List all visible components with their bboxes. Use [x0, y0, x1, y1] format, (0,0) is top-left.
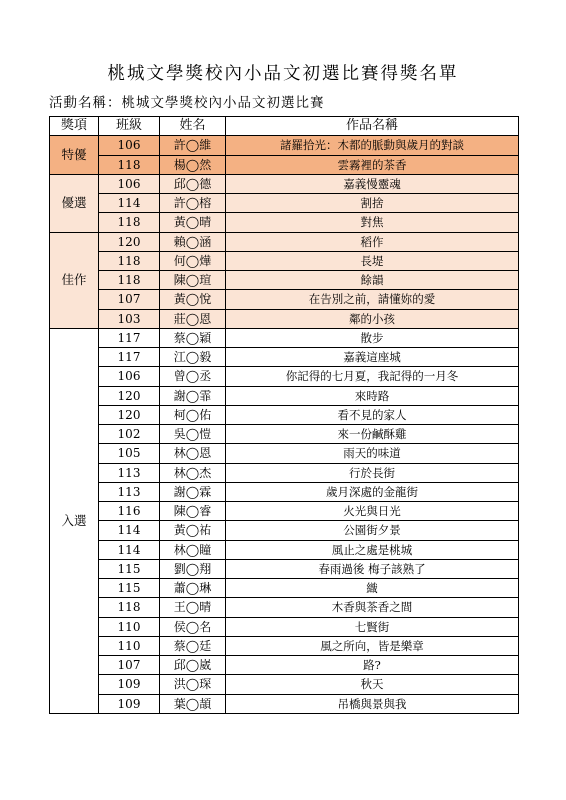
work-cell: 割捨 [226, 194, 519, 213]
work-cell: 來時路 [226, 386, 519, 405]
name-cell: 蔡◯廷 [160, 636, 226, 655]
class-cell: 114 [99, 540, 160, 559]
award-cell: 特優 [50, 136, 99, 175]
name-cell: 吳◯愷 [160, 425, 226, 444]
name-cell: 王◯晴 [160, 598, 226, 617]
class-cell: 118 [99, 213, 160, 232]
name-cell: 林◯杰 [160, 463, 226, 482]
table-row [50, 559, 519, 578]
class-cell: 107 [99, 656, 160, 675]
table-row [50, 251, 519, 270]
name-cell: 林◯恩 [160, 444, 226, 463]
table-row [50, 675, 519, 694]
work-cell: 風止之處是桃城 [226, 540, 519, 559]
name-cell: 許◯榕 [160, 194, 226, 213]
name-cell: 葉◯頡 [160, 694, 226, 713]
table-row [50, 463, 519, 482]
class-cell: 113 [99, 463, 160, 482]
work-cell: 稻作 [226, 232, 519, 251]
table-row [50, 136, 519, 155]
table-row [50, 271, 519, 290]
work-cell: 鄰的小孩 [226, 309, 519, 328]
name-cell: 黃◯悅 [160, 290, 226, 309]
name-cell: 邱◯崴 [160, 656, 226, 675]
class-cell: 102 [99, 425, 160, 444]
class-cell: 118 [99, 251, 160, 270]
table-row [50, 328, 519, 347]
work-cell: 春雨過後 梅子該熟了 [226, 559, 519, 578]
work-cell: 吊橋與景與我 [226, 694, 519, 713]
work-cell: 歲月深處的金龍街 [226, 482, 519, 501]
name-cell: 江◯毅 [160, 348, 226, 367]
class-cell: 117 [99, 328, 160, 347]
work-cell: 嘉義這座城 [226, 348, 519, 367]
work-cell: 木香與茶香之間 [226, 598, 519, 617]
work-cell: 來一份鹹酥雞 [226, 425, 519, 444]
class-cell: 117 [99, 348, 160, 367]
class-cell: 120 [99, 386, 160, 405]
class-cell: 114 [99, 521, 160, 540]
table-row [50, 521, 519, 540]
name-cell: 楊◯然 [160, 155, 226, 174]
table-row [50, 617, 519, 636]
class-cell: 103 [99, 309, 160, 328]
award-cell: 入選 [50, 328, 99, 713]
table-row [50, 367, 519, 386]
table-row [50, 348, 519, 367]
class-cell: 106 [99, 367, 160, 386]
work-cell: 風之所向，皆是樂章 [226, 636, 519, 655]
name-cell: 陳◯睿 [160, 502, 226, 521]
class-cell: 106 [99, 174, 160, 193]
name-cell: 蔡◯穎 [160, 328, 226, 347]
class-cell: 105 [99, 444, 160, 463]
header-award: 獎項 [50, 117, 99, 136]
work-cell: 嘉義慢靈魂 [226, 174, 519, 193]
table-row [50, 694, 519, 713]
table-row [50, 213, 519, 232]
work-cell: 公園街夕景 [226, 521, 519, 540]
name-cell: 洪◯琛 [160, 675, 226, 694]
table-row [50, 194, 519, 213]
class-cell: 118 [99, 271, 160, 290]
name-cell: 柯◯佑 [160, 405, 226, 424]
table-row [50, 598, 519, 617]
class-cell: 107 [99, 290, 160, 309]
table-row [50, 502, 519, 521]
table-row [50, 405, 519, 424]
name-cell: 侯◯名 [160, 617, 226, 636]
work-cell: 雲霧裡的茶香 [226, 155, 519, 174]
table-row [50, 174, 519, 193]
name-cell: 許◯維 [160, 136, 226, 155]
work-cell: 餘韻 [226, 271, 519, 290]
table-row [50, 309, 519, 328]
class-cell: 114 [99, 194, 160, 213]
work-cell: 路? [226, 656, 519, 675]
name-cell: 謝◯霏 [160, 386, 226, 405]
table-row [50, 636, 519, 655]
class-cell: 106 [99, 136, 160, 155]
class-cell: 118 [99, 598, 160, 617]
activity-name: 活動名稱：桃城文學獎校內小品文初選比賽 [49, 95, 325, 111]
class-cell: 109 [99, 694, 160, 713]
table-header-row [50, 117, 519, 136]
name-cell: 黃◯祐 [160, 521, 226, 540]
class-cell: 118 [99, 155, 160, 174]
name-cell: 曾◯丞 [160, 367, 226, 386]
table-row [50, 425, 519, 444]
work-cell: 行於長街 [226, 463, 519, 482]
class-cell: 116 [99, 502, 160, 521]
award-cell: 優選 [50, 174, 99, 232]
work-cell: 散步 [226, 328, 519, 347]
name-cell: 莊◯恩 [160, 309, 226, 328]
table-row [50, 482, 519, 501]
class-cell: 115 [99, 559, 160, 578]
work-cell: 織 [226, 579, 519, 598]
class-cell: 120 [99, 232, 160, 251]
name-cell: 蕭◯琳 [160, 579, 226, 598]
name-cell: 謝◯霖 [160, 482, 226, 501]
name-cell: 邱◯德 [160, 174, 226, 193]
table-row [50, 656, 519, 675]
work-cell: 諸羅拾光：木都的脈動與歲月的對談 [226, 136, 519, 155]
name-cell: 劉◯翔 [160, 559, 226, 578]
table-row [50, 579, 519, 598]
header-work: 作品名稱 [226, 117, 519, 136]
class-cell: 113 [99, 482, 160, 501]
work-cell: 七賢街 [226, 617, 519, 636]
award-table [49, 116, 519, 714]
work-cell: 對焦 [226, 213, 519, 232]
header-class: 班級 [99, 117, 160, 136]
award-cell: 佳作 [50, 232, 99, 328]
header-name: 姓名 [160, 117, 226, 136]
name-cell: 陳◯瑄 [160, 271, 226, 290]
work-cell: 長堤 [226, 251, 519, 270]
class-cell: 110 [99, 636, 160, 655]
table-row [50, 232, 519, 251]
table-row [50, 155, 519, 174]
work-cell: 雨天的味道 [226, 444, 519, 463]
name-cell: 何◯燁 [160, 251, 226, 270]
class-cell: 120 [99, 405, 160, 424]
class-cell: 115 [99, 579, 160, 598]
work-cell: 你記得的七月夏，我記得的一月冬 [226, 367, 519, 386]
page-title: 桃城文學獎校內小品文初選比賽得獎名單 [107, 64, 459, 84]
class-cell: 109 [99, 675, 160, 694]
table-row [50, 386, 519, 405]
work-cell: 秋天 [226, 675, 519, 694]
work-cell: 火光與日光 [226, 502, 519, 521]
table-row [50, 444, 519, 463]
work-cell: 看不見的家人 [226, 405, 519, 424]
name-cell: 賴◯涵 [160, 232, 226, 251]
class-cell: 110 [99, 617, 160, 636]
work-cell: 在告別之前，請懂妳的愛 [226, 290, 519, 309]
name-cell: 林◯瞳 [160, 540, 226, 559]
name-cell: 黃◯晴 [160, 213, 226, 232]
table-row [50, 540, 519, 559]
table-row [50, 290, 519, 309]
